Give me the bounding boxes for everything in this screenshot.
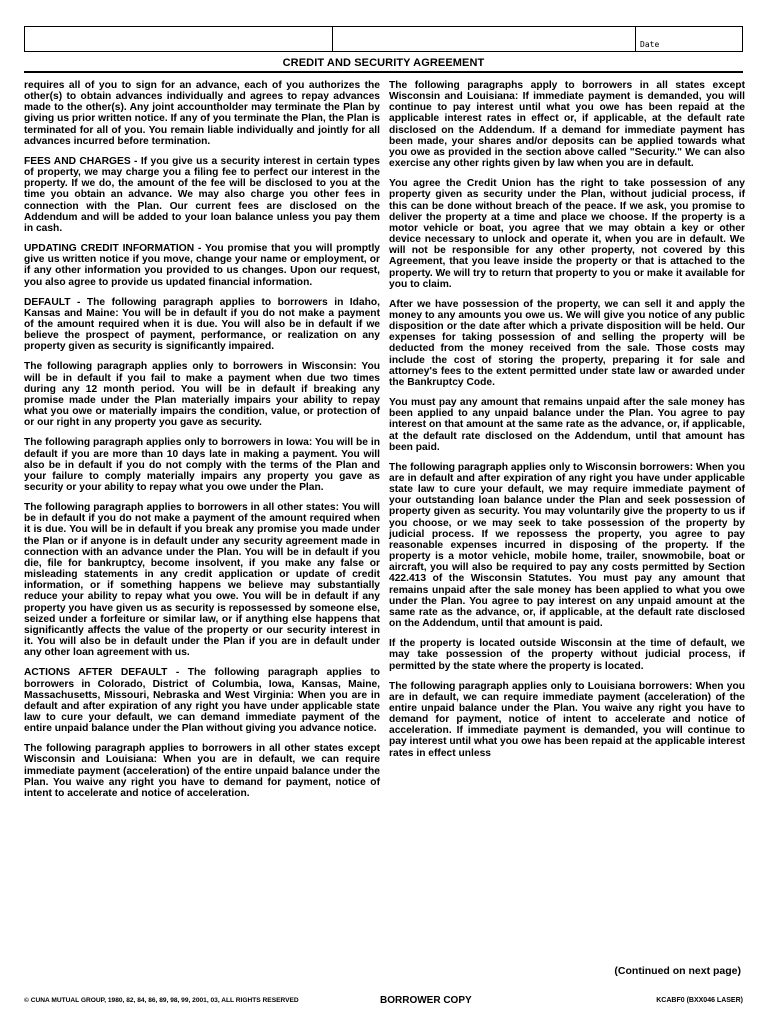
paragraph: The following paragraph applies only to borrowers in Iowa: You will be in default if you are more than 10 days late in making a payment. You will also be in default if you do not comply with the terms of the Plan and your failure to comply materially impairs any property you gave as security or your ability to repay what you owe under the Plan. <box>24 437 380 493</box>
paragraph: If the property is located outside Wisconsin at the time of default, we may take possession of the property without judicial process, if permitted by the state where the property is located. <box>389 638 745 672</box>
paragraph: DEFAULT - The following paragraph applies to borrowers in Idaho, Kansas and Maine: You will be in default if you do not make a payment of the amount required when it is due. You will also be in default if we believe the prospect of payment, performance, or realization on any property given as security is significantly impaired. <box>24 296 380 353</box>
paragraph: After we have possession of the property, we can sell it and apply the money to any amounts you owe us. We will give you notice of any public disposition or the date after which a private disposition will be held. Our expenses for taking possession of and selling the property will be deducted from the money received from the sale. Those costs may include the cost of storing the property, preparing it for sale and attorney's fees to the extent permitted under state law or awarded under the Bankruptcy Code. <box>389 298 745 388</box>
document-title: CREDIT AND SECURITY AGREEMENT <box>24 56 743 73</box>
date-label: Date <box>640 40 660 49</box>
paragraph: UPDATING CREDIT INFORMATION - You promise that you will promptly give us written notice if you move, change your name or employment, or if any other information you provided to us changes. Upon our request, you also agree to provide us updated financial information. <box>24 243 380 288</box>
header-fields <box>24 26 743 52</box>
copyright-notice: © CUNA MUTUAL GROUP, 1980, 82, 84, 86, 89, 98, 99, 2001, 03, ALL RIGHTS RESERVED <box>24 997 299 1004</box>
paragraph: The following paragraphs apply to borrowers in all states except Wisconsin and Louisiana: If immediate payment is demanded, you will continue to pay interest until what you owe has been repaid at the applicable interest rates in effect or, if applicable, at the default rate disclosed on the Addendum. If a demand for immediate payment has been made, your shares and/or deposits can be applied towards what you owe as provided in the section above called "Security." We can also exercise any other rights given by law when you are in default. <box>389 80 745 170</box>
copy-label: BORROWER COPY <box>380 995 472 1006</box>
paragraph: The following paragraph applies to borrowers in all other states except Wisconsin and Louisiana: When you are in default, we can require immediate payment (acceleration) of the entire unpaid balance under the Plan. You waive any right you have to demand for payment, notice of intent to accelerate and notice of acceleration. <box>24 743 380 799</box>
header-field-box <box>25 27 333 51</box>
paragraph: You must pay any amount that remains unpaid after the sale money has been applied to any unpaid balance under the Plan. You agree to pay interest on that amount at the same rate as the advance, or, if applicable, at the default rate disclosed on the Addendum, until that amount has been paid. <box>389 397 745 453</box>
paragraph: ACTIONS AFTER DEFAULT - The following paragraph applies to borrowers in Colorado, District of Columbia, Iowa, Kansas, Maine, Massachusetts, Missouri, Nebraska and West Virginia: When you are in default and after expiration of any right you have under applicable state law to cure your default, we can demand immediate payment of the entire unpaid balance under the Plan without giving you advance notice. <box>24 667 380 735</box>
paragraph: FEES AND CHARGES - If you give us a security interest in certain types of property, we may charge you a filing fee to perfect our interest in the property. If we do, the amount of the fee will be disclosed to you at the time you obtain an advance. We may also charge you other fees in connection with the Plan. Our current fees are disclosed on the Addendum and will be added to your loan balance unless you pay them in cash. <box>24 155 380 234</box>
footer <box>24 995 743 1009</box>
continued-note: (Continued on next page) <box>614 965 741 977</box>
form-code: KCABF0 (BXX046 LASER) <box>656 997 743 1004</box>
paragraph: The following paragraph applies only to borrowers in Wisconsin: You will be in default if you fail to make a payment when due two times during any 12 month period. You will be in default if breaking any promise made under the Plan materially impairs your ability to repay what you owe or materially impairs the condition, value, or protection of or our right in any property you gave as security. <box>24 361 380 429</box>
paragraph: The following paragraph applies only to Louisiana borrowers: When you are in default, we can require immediate payment (acceleration) of the entire unpaid balance under the Plan. You waive any right you have to demand for payment, notice of intent to accelerate and notice of acceleration. If immediate payment is demanded, you will continue to pay interest until what you owe has been repaid at the applicable interest rates in effect unless <box>389 680 745 759</box>
paragraph: requires all of you to sign for an advance, each of you authorizes the other(s) to obtain advances individually and agrees to repay advances made to the other(s). Any joint accountholder may terminate the Plan by giving us prior written notice. If any of you terminate the Plan, the Plan is terminated for all of you. You remain liable individually and jointly for all advances incurred before termination. <box>24 80 380 147</box>
paragraph: The following paragraph applies only to Wisconsin borrowers: When you are in default and after expiration of any right you have under applicable state law to cure your default, we may require immediate payment of your outstanding loan balance under the Plan and seek possession of property given as security. You may voluntarily give the property to us if you choose, or we may seek to take possession of the property by judicial process. If we repossess the property, you agree to pay reasonable expenses incurred in disposing of the property. If the property is a motor vehicle, mobile home, trailer, snowmobile, boat or aircraft, you will also be required to pay any costs permitted by Section 422.413 of the Wisconsin Statutes. You must pay any amount that remains unpaid after the sale money has been applied to what you owe under the Plan. You agree to pay interest on any unpaid amount at the same rate as the advance, or, if applicable, at the default rate disclosed on the Addendum, until that amount is paid. <box>389 461 745 630</box>
paragraph: You agree the Credit Union has the right to take possession of any property given as security under the Plan, without judicial process, if this can be done without breach of the peace. If we ask, you promise to deliver the property at a time and place we choose. If the property is a motor vehicle or boat, you agree that we may obtain a key or other device necessary to unlock and operate it, when you are in default. We will not be responsible for any other property, not covered by this Agreement, that you leave inside the property or that is attached to the property. We will try to return that property to you or make it available for you to claim. <box>389 178 745 290</box>
paragraph: The following paragraph applies to borrowers in all other states: You will be in default if you do not make a payment of the amount required when it is due. You will be in default if you break any promise you made under the Plan or if anyone is in default under any security agreement made in connection with an advance under the Plan. You will be in default if you die, file for bankruptcy, become insolvent, if you make any false or misleading statements in any credit application or update of credit information, or if something happens we believe may substantially reduce your ability to repay what you owe. You will be in default if any property you have given us as security is repossessed by someone else, seized under a forfeiture or similar law, or if anything else happens that significantly affects the value of the property or our security interest in it. You will also be in default under the Plan if you are in default under any other loan agreement with us. <box>24 502 380 659</box>
header-field-box <box>333 27 636 51</box>
date-field <box>636 27 742 51</box>
left-column <box>24 80 380 808</box>
right-column <box>389 80 745 768</box>
